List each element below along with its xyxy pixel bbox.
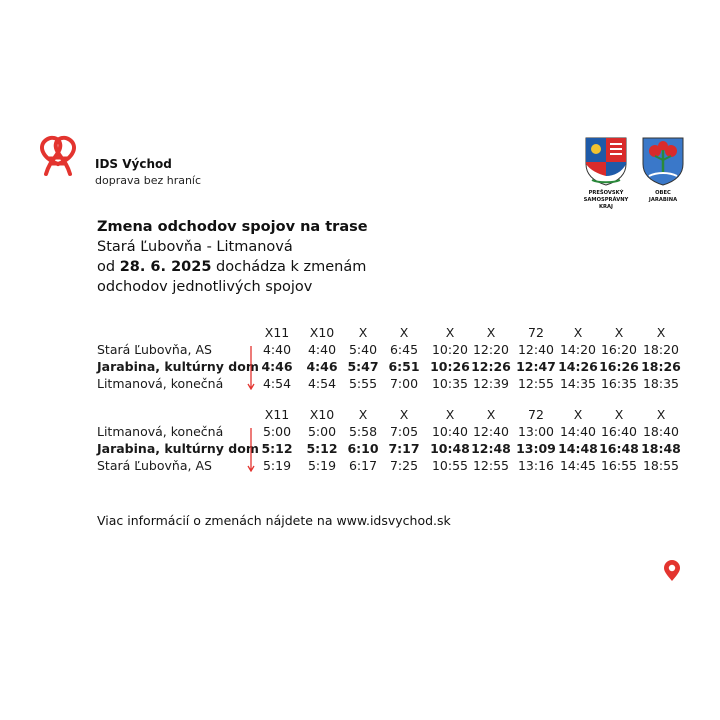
- departure-time: 10:55: [431, 458, 469, 473]
- stop-name: Jarabina, kultúrny dom: [97, 359, 259, 374]
- presov-crest-caption-1: PREŠOVSKÝ: [588, 190, 624, 196]
- departure-time: 18:26: [641, 359, 681, 374]
- notice-route: Stará Ľubovňa - Litmanová: [97, 239, 293, 255]
- route-header: X: [614, 407, 624, 422]
- notice-heading: Zmena odchodov spojov na trase: [97, 219, 368, 235]
- direction-arrow-icon: [246, 428, 256, 472]
- departure-time: 7:05: [389, 424, 419, 439]
- departure-time: 13:09: [516, 441, 556, 456]
- departure-time: 12:55: [472, 458, 510, 473]
- notice-date-line: [97, 259, 366, 275]
- departure-time: 4:54: [262, 376, 292, 391]
- route-header: X: [486, 325, 496, 340]
- departure-time: 5:58: [348, 424, 378, 439]
- departure-time: 4:54: [307, 376, 337, 391]
- route-header: X: [656, 325, 666, 340]
- effective-date: 28. 6. 2025: [119, 259, 212, 275]
- route-header: X: [445, 325, 455, 340]
- route-header: X: [614, 325, 624, 340]
- departure-time: 4:40: [307, 342, 337, 357]
- jarabina-crest: [633, 136, 693, 204]
- departure-time: 16:48: [599, 441, 639, 456]
- departure-time: 12:20: [472, 342, 510, 357]
- departure-time: 18:40: [642, 424, 680, 439]
- departure-time: 5:55: [348, 376, 378, 391]
- departure-time: 13:16: [517, 458, 555, 473]
- departure-time: 6:45: [389, 342, 419, 357]
- route-header: X10: [309, 325, 335, 340]
- departure-time: 14:40: [559, 424, 597, 439]
- route-header: X: [358, 325, 368, 340]
- notice-note: odchodov jednotlivých spojov: [97, 279, 313, 295]
- departure-time: 14:35: [559, 376, 597, 391]
- presov-crest-caption-3: KRAJ: [599, 204, 613, 210]
- direction-arrow-icon: [246, 346, 256, 390]
- departure-time: 6:17: [348, 458, 378, 473]
- departure-time: 5:47: [347, 359, 379, 374]
- departure-time: 16:26: [599, 359, 639, 374]
- presov-crest-caption-2: SAMOSPRÁVNY: [583, 197, 629, 203]
- route-header: X11: [264, 325, 290, 340]
- departure-time: 12:48: [471, 441, 511, 456]
- departure-time: 10:48: [430, 441, 470, 456]
- stop-name: Jarabina, kultúrny dom: [97, 441, 259, 456]
- departure-time: 12:47: [516, 359, 556, 374]
- departure-time: 5:40: [348, 342, 378, 357]
- departure-time: 10:35: [431, 376, 469, 391]
- departure-time: 14:20: [559, 342, 597, 357]
- location-pin-icon: [662, 560, 682, 582]
- brand-tagline: doprava bez hraníc: [95, 174, 202, 187]
- route-header: 72: [528, 325, 544, 340]
- departure-time: 12:39: [472, 376, 510, 391]
- departure-time: 7:17: [388, 441, 420, 456]
- departure-time: 14:48: [558, 441, 598, 456]
- departure-time: 16:35: [600, 376, 638, 391]
- footer-info: Viac informácií o zmenách nájdete na www.idsvychod.sk: [97, 513, 451, 528]
- departure-time: 12:26: [471, 359, 511, 374]
- departure-time: 5:00: [307, 424, 337, 439]
- departure-time: 18:35: [642, 376, 680, 391]
- date-prefix: od: [97, 259, 120, 275]
- route-header: X: [573, 325, 583, 340]
- departure-time: 18:20: [642, 342, 680, 357]
- route-header: X: [399, 325, 409, 340]
- route-header: X: [358, 407, 368, 422]
- departure-time: 16:40: [600, 424, 638, 439]
- presov-crest-icon: [584, 136, 628, 186]
- route-header: X: [656, 407, 666, 422]
- departure-time: 5:19: [262, 458, 292, 473]
- departure-time: 5:12: [261, 441, 293, 456]
- departure-time: 10:40: [431, 424, 469, 439]
- stop-name: Stará Ľubovňa, AS: [97, 458, 212, 473]
- departure-time: 6:10: [347, 441, 379, 456]
- departure-time: 4:40: [262, 342, 292, 357]
- route-header: X10: [309, 407, 335, 422]
- departure-time: 14:26: [558, 359, 598, 374]
- departure-time: 4:46: [261, 359, 293, 374]
- departure-time: 10:26: [430, 359, 470, 374]
- departure-time: 5:00: [262, 424, 292, 439]
- jarabina-crest-caption-2: JARABINA: [648, 197, 678, 203]
- departure-time: 14:45: [559, 458, 597, 473]
- departure-time: 16:55: [600, 458, 638, 473]
- stop-name: Litmanová, konečná: [97, 424, 224, 439]
- departure-time: 5:12: [306, 441, 338, 456]
- route-header: 72: [528, 407, 544, 422]
- departure-time: 7:00: [389, 376, 419, 391]
- departure-time: 4:46: [306, 359, 338, 374]
- route-header: X: [399, 407, 409, 422]
- departure-time: 12:55: [517, 376, 555, 391]
- departure-time: 10:20: [431, 342, 469, 357]
- departure-time: 12:40: [517, 342, 555, 357]
- departure-time: 13:00: [517, 424, 555, 439]
- brand-name: IDS Východ: [95, 157, 172, 171]
- departure-time: 5:19: [307, 458, 337, 473]
- route-header: X: [486, 407, 496, 422]
- route-header: X11: [264, 407, 290, 422]
- date-suffix: dochádza k zmenám: [211, 259, 367, 275]
- stop-name: Litmanová, konečná: [97, 376, 224, 391]
- departure-time: 6:51: [388, 359, 420, 374]
- presov-region-crest: [576, 136, 636, 211]
- departure-time: 16:20: [600, 342, 638, 357]
- jarabina-crest-caption-1: OBEC: [655, 190, 671, 196]
- departure-time: 12:40: [472, 424, 510, 439]
- departure-time: 7:25: [389, 458, 419, 473]
- route-header: X: [445, 407, 455, 422]
- departure-time: 18:48: [641, 441, 681, 456]
- route-header: X: [573, 407, 583, 422]
- jarabina-crest-icon: [641, 136, 685, 186]
- stop-name: Stará Ľubovňa, AS: [97, 342, 212, 357]
- ids-vychod-logo-icon: [36, 134, 80, 184]
- departure-time: 18:55: [642, 458, 680, 473]
